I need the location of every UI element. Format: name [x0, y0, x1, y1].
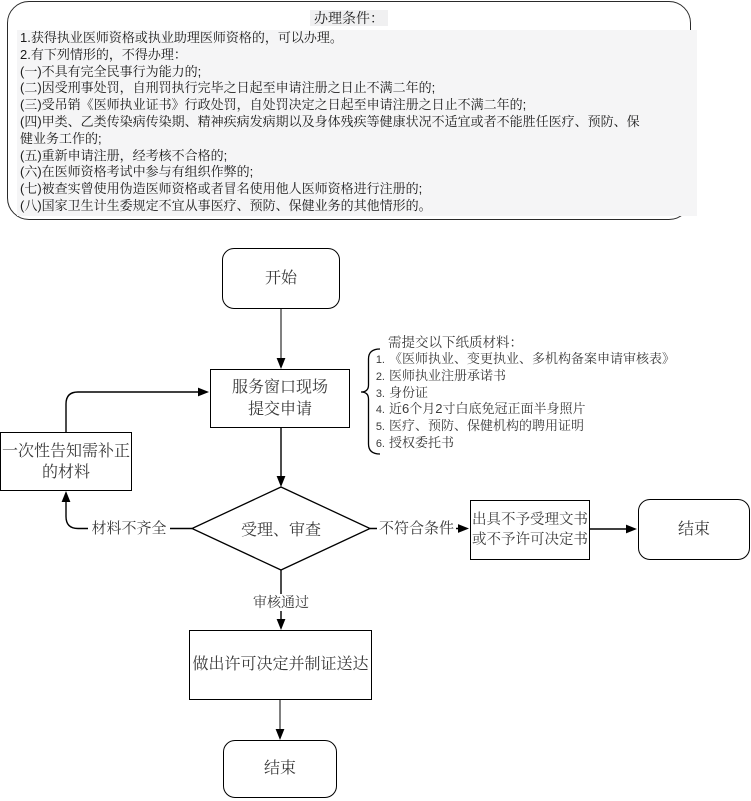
materials-item-text: 授权委托书 [389, 434, 455, 450]
submit-node [210, 369, 350, 428]
submit-node-label: 提交申请 [247, 400, 312, 418]
arrowhead-icon [198, 388, 209, 397]
review-node [192, 487, 370, 570]
materials-item [372, 385, 675, 402]
arrow-notify-to-submit [66, 392, 198, 432]
decide-node [189, 630, 372, 700]
condition-line: (六)在医师资格考试中参与有组织作弊的; [20, 164, 254, 180]
condition-line: (一)不具有完全民事行为能力的; [20, 63, 202, 79]
submit-node-label: 服务窗口现场 [231, 378, 328, 396]
materials-item [372, 401, 675, 418]
condition-line: (七)被查实曾使用伪造医师资格或者冒名使用他人医师资格进行注册的; [20, 181, 423, 197]
reject-node-label: 出具不予受理文书 [472, 512, 588, 528]
condition-line: (三)受吊销《医师执业证书》行政处罚，自处罚决定之日起至申请注册之日止不满二年的; [20, 97, 527, 113]
materials-item-number: 6. [375, 437, 385, 450]
start-node [222, 248, 340, 309]
arrowhead-icon [276, 729, 285, 740]
reject-node-label: 或不予许可决定书 [472, 532, 588, 548]
edge-label-incomplete: 材料不齐全 [88, 520, 170, 537]
edge-label-not-qualified: 不符合条件 [378, 520, 454, 537]
condition-line: 2.有下列情形的，不得办理： [20, 46, 187, 62]
edge-label-approved: 审核通过 [250, 594, 312, 611]
arrowhead-icon [458, 524, 469, 533]
arrowhead-icon [626, 525, 637, 534]
materials-item-text: 《医师执业、变更执业、多机构备案申请审核表》 [389, 351, 676, 366]
materials-item-text: 医师执业注册承诺书 [389, 367, 507, 383]
materials-item [372, 351, 675, 368]
condition-line: 1.获得执业医师资格或执业助理医师资格的，可以办理。 [20, 30, 343, 45]
materials-item-number: 1. [375, 354, 385, 366]
end-node-bottom-label: 结束 [263, 760, 296, 777]
notify-node-label: 的材料 [41, 463, 90, 481]
condition-line: (二)因受刑事处罚，自刑罚执行完毕之日起至申请注册之日止不满二年的; [20, 80, 436, 96]
materials-item-text: 近6个月2寸白底免冠正面半身照片 [389, 401, 586, 417]
materials-item [372, 418, 675, 435]
decide-node-label: 做出许可决定并制证送达 [192, 656, 369, 673]
materials-item [372, 368, 675, 385]
review-node-label: 受理、审查 [240, 522, 321, 539]
materials-item-number: 3. [375, 387, 385, 400]
materials-list [372, 351, 675, 452]
notify-node [0, 432, 132, 491]
materials-item-number: 2. [375, 370, 385, 383]
materials-header: 需提交以下纸质材料： [388, 335, 523, 350]
condition-line: (四)甲类、乙类传染病传染期、精神疾病发病期以及身体残疾等健康状况不适宜或者不能胜任医疗、预防、保 [20, 113, 640, 129]
materials-item-number: 5. [375, 421, 385, 434]
arrowhead-icon [62, 491, 71, 502]
arrowhead-icon [277, 358, 286, 369]
arrowhead-icon [277, 476, 286, 487]
reject-node [470, 500, 590, 560]
notify-node-label: 一次性告知需补正 [1, 442, 130, 460]
condition-line: 健业务工作的; [20, 130, 102, 146]
materials-item-number: 4. [375, 404, 385, 417]
materials-item [372, 435, 675, 452]
end-node-bottom [223, 740, 337, 798]
end-node-right-label: 结束 [677, 520, 710, 538]
start-node-label: 开始 [264, 269, 297, 287]
materials-item-text: 医疗、预防、保健机构的聘用证明 [389, 418, 585, 434]
conditions-title-text: 办理条件： [310, 10, 388, 26]
condition-line: (五)重新申请注册，经考核不合格的; [20, 147, 228, 163]
arrowhead-icon [277, 619, 286, 630]
condition-line: (八)国家卫生计生委规定不宜从事医疗、预防、保健业务的其他情形的。 [20, 197, 432, 213]
end-node-right [638, 499, 750, 560]
materials-item-text: 身份证 [389, 384, 429, 400]
